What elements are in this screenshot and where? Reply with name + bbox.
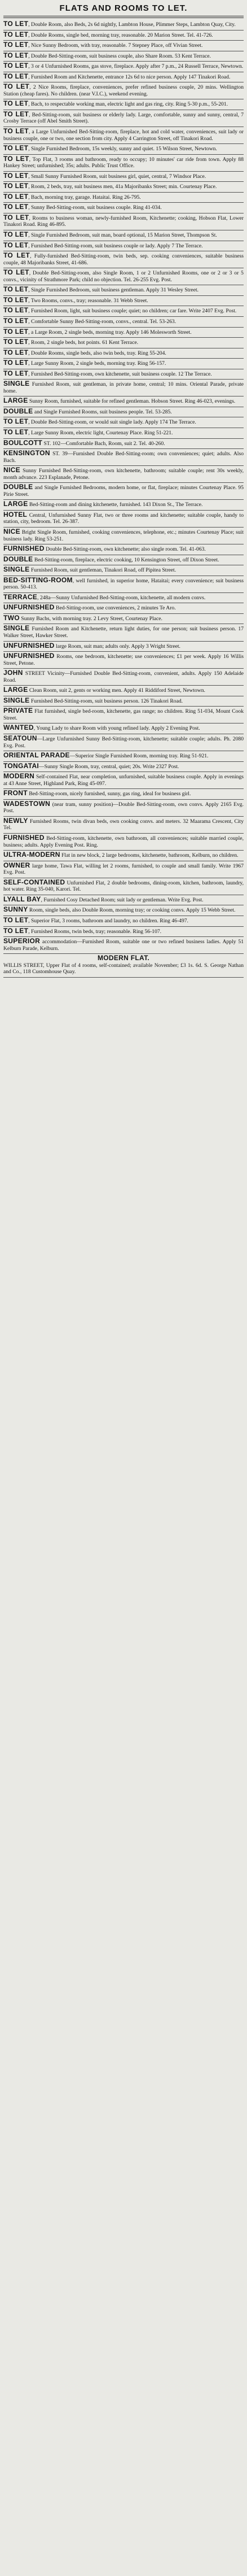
- classified-ad: [3, 127, 244, 144]
- ad-heading: TO LET: [3, 417, 29, 426]
- ad-body: , Single Furnished Bedroom, suit business gentleman. Apply 31 Wesley Street.: [28, 287, 199, 294]
- ad-body: , Furnished Cosy Detached Room; suit lady or gentleman. Write Evg. Post.: [41, 896, 204, 903]
- ad-heading: TO LET: [3, 171, 29, 180]
- ad-body: , Furnished Bed-Sitting-room, suit business couple or lady. Apply 7 The Terrace.: [28, 242, 203, 249]
- ad-heading: TO LET: [3, 348, 29, 356]
- ad-heading: TO LET: [3, 72, 29, 80]
- ad-body: , Two Rooms, convs., tray; reasonable. 31 Webb Street.: [28, 297, 148, 304]
- ad-body: , Furnished Bed-Sitting-room, own kitchenette, suit business couple. 12 The Terrace.: [28, 371, 212, 377]
- header-rule: [3, 16, 244, 18]
- ad-body: , Bed-Sitting-room, suit business or elderly lady. Large, comfortable, sunny and sunny, central, 7 Crosby Terrace (off Abel Smith Street).: [3, 111, 244, 125]
- ad-heading: DOUBLE: [3, 407, 33, 415]
- ad-body: , Furnished Rooms, twin beds, tray; reasonable. Ring 56-107.: [28, 928, 162, 935]
- ad-heading: MODERN: [3, 772, 35, 781]
- ad-heading: TO LET: [3, 338, 29, 346]
- classified-ad: [3, 407, 244, 418]
- ad-heading: TO LET: [3, 82, 30, 91]
- classified-ad: [3, 306, 244, 317]
- ad-heading: SINGLE: [3, 624, 30, 633]
- classified-ad: [3, 707, 244, 723]
- ad-heading: LARGE: [3, 686, 28, 694]
- ad-body: Sunny Room, furnished, suitable for refined gentleman. Hobson Street. Ring 46-023, evenings.: [28, 398, 236, 405]
- ad-heading: DOUBLE: [3, 483, 33, 491]
- ad-heading: TO LET: [3, 295, 29, 304]
- ad-heading: TO LET: [3, 99, 29, 108]
- classified-ad: [3, 614, 244, 625]
- classified-ad: [3, 380, 244, 396]
- classified-ad: [3, 878, 244, 895]
- ads-list: [3, 20, 244, 978]
- ad-body: Clean Room, suit 2, gents or working men. Apply 41 Riddiford Street, Newtown.: [28, 687, 205, 694]
- classified-ad: [3, 213, 244, 230]
- ad-body: Bed-Sitting-room, kitchenette, own bathroom, all conveniences; suitable married couple, business; adults. Apply Evening Post. Ring.: [3, 835, 244, 848]
- ad-body: accommodation—Furnished Room, suitable one or two refined business ladies. Apply 51 Kelburn Parade, Kelburn.: [3, 939, 244, 952]
- ad-body: large Room, suit man; adults only. Apply 3 Wright Street.: [54, 643, 180, 650]
- ad-body: , Top Flat, 3 rooms and bathroom, ready to occupy; 10 minutes' car ride from town. Apply 88 Hankey Street; unfurnished; 35s; adults. Public Trust Office.: [3, 156, 244, 169]
- ad-body: , Comfortable Sunny Bed-Sitting-room, convs., central. Tel. 53-263.: [28, 318, 177, 325]
- ad-heading: SEATOUN: [3, 734, 37, 743]
- ad-body: , a Large Room, 2 single beds, morning tray. Apply 146 Molesworth Street.: [28, 329, 192, 335]
- ad-heading: BED-SITTING-ROOM: [3, 576, 73, 584]
- classified-ad: [3, 369, 244, 380]
- classified-ad: [3, 603, 244, 614]
- ad-heading: NEWLY: [3, 816, 28, 825]
- classified-ad: [3, 723, 244, 734]
- classified-ad: [3, 762, 244, 773]
- ad-heading: TO LET: [3, 154, 29, 163]
- classified-ad: [3, 82, 244, 99]
- ad-heading: TONGATAI: [3, 761, 39, 770]
- ad-heading: TO LET: [3, 926, 29, 935]
- classified-ad: [3, 359, 244, 369]
- classified-ad: [3, 285, 244, 296]
- classified-ad: [3, 916, 244, 927]
- classified-ad: [3, 62, 244, 72]
- ad-heading: TO LET: [3, 428, 29, 436]
- ad-heading: LARGE: [3, 500, 28, 508]
- ad-heading: FRONT: [3, 789, 28, 797]
- classified-ad: [3, 317, 244, 328]
- classified-ad: [3, 937, 244, 954]
- classified-ad: [3, 155, 244, 172]
- ad-body: , Room, 2 single beds, hot points. 61 Kent Terrace.: [28, 339, 138, 346]
- ad-heading: SINGLE: [3, 696, 30, 704]
- ad-body: STREET Vicinity—Furnished Double Bed-Sitting-room, convenient, adults. Apply 150 Adelaide Road.: [3, 670, 244, 683]
- classified-ad: [3, 41, 244, 51]
- ad-body: , Single Furnished Bedroom, 15s weekly, sunny and quiet. 15 Wilson Street, Newtown.: [28, 146, 217, 152]
- ad-body: Bed-Sitting-room and dining kitchenette, furnished. 143 Dixon St., The Terrace.: [28, 502, 203, 508]
- ad-body: Sunny Bachs, with morning tray. 2 Levy Street, Courtenay Place.: [19, 615, 162, 622]
- classified-ad: [3, 565, 244, 576]
- ad-heading: TO LET: [3, 251, 30, 260]
- classified-ad: [3, 30, 244, 41]
- ad-heading: FURNISHED: [3, 834, 45, 842]
- classified-ad: [3, 296, 244, 307]
- ad-heading: LYALL BAY: [3, 895, 41, 903]
- classified-ad: [3, 817, 244, 834]
- ad-body: Self-contained Flat, near completion, unfurnished, suitable business couple. Apply in evenings at 43 Anne Street, Highland Park, Ring 45-097.: [3, 774, 244, 787]
- ad-body: Unfurnished Flat, 2 double bedrooms, dining-room, kitchen, bathroom, laundry, hot water. Ring 35-040, Karori. Tel.: [3, 879, 244, 893]
- ad-heading: TO LET: [3, 30, 29, 38]
- ad-heading: ORIENTAL PARADE: [3, 751, 70, 760]
- ad-body: , 2 Nice Rooms, fireplace, conveniences, prefer refined business couple, 20 mins. Wellington Station (cheap fares). No children. (near V.I.C.), weekend evening.: [3, 84, 244, 97]
- classified-ad: [3, 500, 244, 511]
- ad-heading: NICE: [3, 466, 20, 474]
- ad-heading: TO LET: [3, 285, 29, 294]
- ad-body: Double Bed-Sitting-room, own kitchenette; also single room. Tel. 41-063.: [44, 546, 206, 553]
- classified-ad: [3, 348, 244, 359]
- ad-body: Bed-Sitting-room, nicely furnished, sunny, gas ring, ideal for business girl.: [27, 791, 191, 797]
- ad-heading: LARGE: [3, 396, 28, 405]
- classified-ad: [3, 99, 244, 110]
- ad-body: , Double Rooms, single bed, morning tray, reasonable. 20 Marion Street. Tel. 41-726.: [28, 32, 213, 38]
- ad-body: Furnished Bed-Sitting-room, suit business person. 126 Tinakori Road.: [29, 698, 183, 704]
- classified-ad: [3, 576, 244, 593]
- classified-ad: [3, 751, 244, 762]
- ad-body: and Single Furnished Bedrooms, modern home, or flat, fireplace; minutes Courtenay Place. 95 Pirie Street.: [3, 485, 244, 498]
- ad-heading: TO LET: [3, 110, 29, 118]
- ad-body: , Double Bed-Sitting-room, or would suit single lady. Apply 174 The Terrace.: [28, 419, 196, 426]
- ad-heading: TO LET: [3, 306, 29, 315]
- ad-body: , Small Sunny Furnished Room, suit business girl, quiet, central, 7 Windsor Place.: [28, 173, 206, 180]
- ad-body: Flat furnished, single bed-room, kitchenette, gas range; no children. Ring 51-034, Mount Cook Street.: [3, 708, 244, 721]
- classified-ad: [3, 268, 244, 285]
- ad-heading: SELF-CONTAINED: [3, 878, 65, 886]
- ad-heading: PRIVATE: [3, 707, 33, 715]
- ad-heading: TO LET: [3, 359, 29, 367]
- classified-ad: [3, 51, 244, 62]
- classified-ad: [3, 428, 244, 439]
- ad-body: ST. 39—Furnished Double Bed-Sitting-room; own conveniences; quiet; adults. Also Bach.: [3, 451, 244, 464]
- classified-ad: [3, 544, 244, 555]
- ad-heading: TO LET: [3, 182, 29, 190]
- ad-heading: NICE: [3, 527, 20, 535]
- classified-ad: [3, 696, 244, 707]
- ad-body: , Room, 2 beds, tray, suit business men, 41a Majoribanks Street; min. Courtenay Place.: [28, 184, 217, 190]
- ad-heading: TO LET: [3, 203, 29, 211]
- classified-ad: [3, 861, 244, 878]
- classified-ad: [3, 528, 244, 544]
- ad-heading: TO LET: [3, 327, 29, 335]
- classified-ad: [3, 449, 244, 466]
- ad-body: large home, Tawa Flat, willing let 2 rooms, furnished, to couple and small family. Write 1967 Evg. Post.: [3, 862, 244, 876]
- ad-heading: TO LET: [3, 316, 29, 325]
- ad-heading: TO LET: [3, 916, 29, 924]
- ad-heading: TO LET: [3, 62, 29, 70]
- ad-heading: WANTED: [3, 723, 34, 732]
- ad-body: , Young Lady to share Room with young refined lady. Apply 2 Evening Post.: [33, 725, 200, 732]
- ad-body: , a Large Unfurnished Bed-Sitting-room, fireplace, hot and cold water, conveniences, suit lady or business couple, one or two, one section from city. Apply 4 Carrington Street, off Tinakori Road.: [3, 129, 244, 142]
- ad-body: Bright Single Room, furnished, cooking conveniences, telephone, etc.; minutes Courtenay Place; suit business lady. Ring 53-251.: [3, 529, 244, 542]
- classified-ad: [3, 895, 244, 906]
- classified-ad: [3, 230, 244, 241]
- ad-body: —Large Unfurnished Sunny Bed-Sitting-room, kitchenette; suitable couple; adults. Ph. 2080 Evg. Post.: [3, 736, 244, 749]
- classified-ad: [3, 734, 244, 751]
- ad-body: Central, Unfurnished Sunny Flat, two or three rooms and kitchenette; suitable couple, handy to station, city, bedroom. Tel. 26-387.: [3, 512, 244, 525]
- classified-ad: [3, 686, 244, 696]
- classified-ad: [3, 110, 244, 127]
- classified-ad: [3, 789, 244, 800]
- classified-ad: [3, 954, 244, 978]
- classified-ad: [3, 417, 244, 428]
- ad-body: Furnished Room, suit gentleman, in private home, central; 10 mins. Oriental Parade, private home.: [3, 381, 244, 394]
- classified-ad: [3, 652, 244, 669]
- ad-body: Bed-Sitting-room, fireplace, electric cooking, 10 Kensington Street, off Dixon Street.: [33, 556, 219, 563]
- ad-body: , Single Furnished Bedroom, suit man, board optional, 15 Marion Street, Thompson St.: [28, 232, 217, 239]
- ad-heading: JOHN: [3, 669, 23, 677]
- ad-heading: TWO: [3, 613, 20, 622]
- classified-ad: [3, 396, 244, 407]
- ad-body: , Bach, morning tray, garage. Hataitai. Ring 26-795.: [28, 194, 141, 200]
- ad-heading: DOUBLE: [3, 555, 33, 563]
- classified-ad: [3, 172, 244, 182]
- ad-body: Room, single beds, also Double Room, morning tray; or cooking convs. Apply 15 Webb Street.: [28, 907, 236, 914]
- classified-ad: [3, 555, 244, 566]
- classified-ad: [3, 905, 244, 916]
- ad-body: , 248a—Sunny Unfurnished Bed-Sitting-room, kitchenette, all modern convs.: [37, 594, 206, 601]
- ad-body: , Nice Sunny Bedroom, with tray, reasonable. 7 Stepney Place, off Vivian Street.: [28, 42, 203, 49]
- ad-body: —Sunny Single Room, tray, central, quiet; 20s. Write 2327 Post.: [39, 763, 179, 770]
- ad-heading: UNFURNISHED: [3, 641, 55, 650]
- ad-heading: TO LET: [3, 241, 29, 249]
- ad-body: , Furnished Room and Kitchenette, entrance 12s 6d to nice person. Apply 147 Tinakori Road.: [28, 73, 231, 80]
- ad-heading: TO LET: [3, 213, 29, 221]
- classified-ad: [3, 834, 244, 851]
- ad-body: Bed-Sitting-room, use conveniences, 2 minutes Te Aro.: [54, 605, 176, 612]
- ad-body: , Double Bed-Sitting-room, also Single Room, 1 or 2 Unfurnished Rooms, one or 2 or 3 or 5 convs., vicinity of Strathmore Park; child no objection. Tel. 26-255 Evg. Post.: [3, 270, 244, 283]
- ad-heading: ULTRA-MODERN: [3, 851, 60, 859]
- classified-ad: [3, 193, 244, 203]
- ad-heading: BOULCOTT: [3, 438, 43, 447]
- ad-body: Flat in new block, 2 large bedrooms, kitchenette, bathroom, Kelburn, no children.: [60, 852, 239, 859]
- ad-body: , Superior Flat, 3 rooms, bathroom and laundry, no children. Ring 46-497.: [28, 917, 188, 924]
- ad-heading: TO LET: [3, 192, 29, 200]
- classified-ad: [3, 593, 244, 604]
- classified-ad: [3, 927, 244, 938]
- classified-ad: [3, 251, 244, 268]
- ad-heading: TO LET: [3, 268, 29, 277]
- ad-heading: UNFURNISHED: [3, 652, 55, 660]
- classified-ad: [3, 241, 244, 252]
- classified-ad: [3, 772, 244, 789]
- ad-heading: TERRACE: [3, 592, 38, 601]
- ad-body: , Furnished Room, light, suit business couple; quiet; no children; car fare. Write 2407 Evg. Post.: [28, 308, 237, 315]
- ad-heading: OWNER: [3, 861, 30, 869]
- ad-body: Rooms, one bedroom, kitchenette; use conveniences; £1 per week. Apply 16 Willis Street, Petone.: [3, 653, 244, 666]
- ad-heading: TO LET: [3, 369, 29, 377]
- classified-ad: [3, 439, 244, 450]
- ad-body: , Large Sunny Room, 2 single beds, morning tray. Ring 56-157.: [28, 360, 166, 367]
- ad-body: (near tram, sunny position)—Double Bed-Sitting-room, own convs. Apply 2165 Evg. Post.: [3, 801, 244, 814]
- classified-ad: [3, 800, 244, 817]
- ad-heading: TO LET: [3, 127, 29, 136]
- ad-body: , Double Room, also Beds, 2s 6d nightly, Lambton House, Plimmer Steps, Lambton Quay, City.: [28, 21, 236, 28]
- ad-body: Furnished Room, suit gentleman, Tinakori Road, off Pipitea Street.: [29, 567, 177, 574]
- classified-ad: [3, 624, 244, 641]
- ad-heading: MODERN FLAT.: [97, 954, 150, 962]
- ad-body: WILLIS STREET, Upper Flat of 4 rooms, self-contained; available November; £3 1s. 6d. S. George Nathan and Co., 118 Customhouse Quay.: [3, 962, 244, 975]
- ad-body: Furnished Room and Kitchenette, return light duties, for one person; suit business person. 17 Walker Street, Hawker Street.: [3, 626, 244, 639]
- ad-heading: SINGLE: [3, 565, 30, 574]
- ad-body: ST. 102—Comfortable Bach, Room, suit 2. Tel. 40-260.: [42, 440, 165, 447]
- classified-ad: [3, 466, 244, 483]
- ad-heading: TO LET: [3, 144, 29, 152]
- section-title: FLATS AND ROOMS TO LET.: [59, 3, 188, 13]
- ad-body: , well furnished, in superior home, Hataitai; every convenience; suit business person. 50-413.: [3, 577, 244, 591]
- ad-heading: SUNNY: [3, 905, 28, 914]
- ad-body: , Sunny Bed-Sitting-room, suit business couple. Ring 41-034.: [28, 204, 162, 211]
- ad-heading: TO LET: [3, 230, 29, 239]
- classified-ad: [3, 511, 244, 528]
- ad-heading: FURNISHED: [3, 544, 45, 553]
- classified-ad: [3, 851, 244, 861]
- ad-heading: SINGLE: [3, 380, 30, 388]
- ad-heading: UNFURNISHED: [3, 603, 55, 612]
- ad-body: , Rooms to business woman, newly-furnished Room, Kitchenette; cooking, Hobson Flat, Lower Tinakori Road. Ring 46-895.: [3, 215, 244, 228]
- ad-body: , Double Rooms, single beds, also twin beds, tray. Ring 55-204.: [28, 350, 166, 356]
- ad-heading: TO LET: [3, 41, 29, 49]
- classified-ad: [3, 72, 244, 83]
- classified-ad: [3, 144, 244, 155]
- classified-ad: [3, 182, 244, 193]
- classified-ad: [3, 669, 244, 686]
- ad-body: , Fully-furnished Bed-Sitting-room, twin beds, sep. cooking conveniences, suitable business couple, 48 Majoribanks Street, 41-686.: [3, 253, 244, 266]
- ad-body: , Large Sunny Room, electric light, Courtenay Place. Ring 51-221.: [28, 429, 173, 436]
- ad-body: , 3 or 4 Unfurnished Rooms, gas stove, fireplace. Apply after 7 p.m., 24 Russell Terrace, Newtown.: [28, 63, 244, 70]
- ad-heading: WADESTOWN: [3, 799, 51, 808]
- classified-ad: [3, 642, 244, 652]
- ad-heading: TO LET: [3, 20, 29, 28]
- ad-body: and Single Furnished Rooms, suit business people. Tel. 53-285.: [33, 408, 172, 415]
- ad-body: —Superior Single Furnished Room, morning tray. Ring 51-921.: [69, 753, 209, 760]
- ad-heading: KENSINGTON: [3, 449, 50, 457]
- section-header: [3, 2, 244, 18]
- ad-body: Furnished Rooms, twin divan beds, own cooking convs. and meters. 32 Maarama Crescent, City Tel.: [3, 818, 244, 831]
- ad-body: Sunny Furnished Bed-Sitting-room, own kitchenette, bathroom; suitable couple; rent 30s weekly, month advance. 223 Esplanade, Petone.: [3, 468, 244, 481]
- classified-ad: [3, 203, 244, 213]
- classified-ad: [3, 328, 244, 338]
- classified-ad: [3, 338, 244, 348]
- ad-heading: SUPERIOR: [3, 937, 41, 945]
- ad-body: , Bach, to respectable working man, electric light and gas ring, city. Ring 5-30 p.m., 55-201.: [28, 101, 228, 108]
- classified-ad: [3, 483, 244, 500]
- ad-body: , Double Bed-Sitting-room, suit business couple, also Share Room. 53 Kent Terrace.: [28, 53, 211, 59]
- classified-ad: [3, 20, 244, 30]
- ad-heading: HOTEL: [3, 510, 28, 518]
- ad-heading: TO LET: [3, 51, 29, 59]
